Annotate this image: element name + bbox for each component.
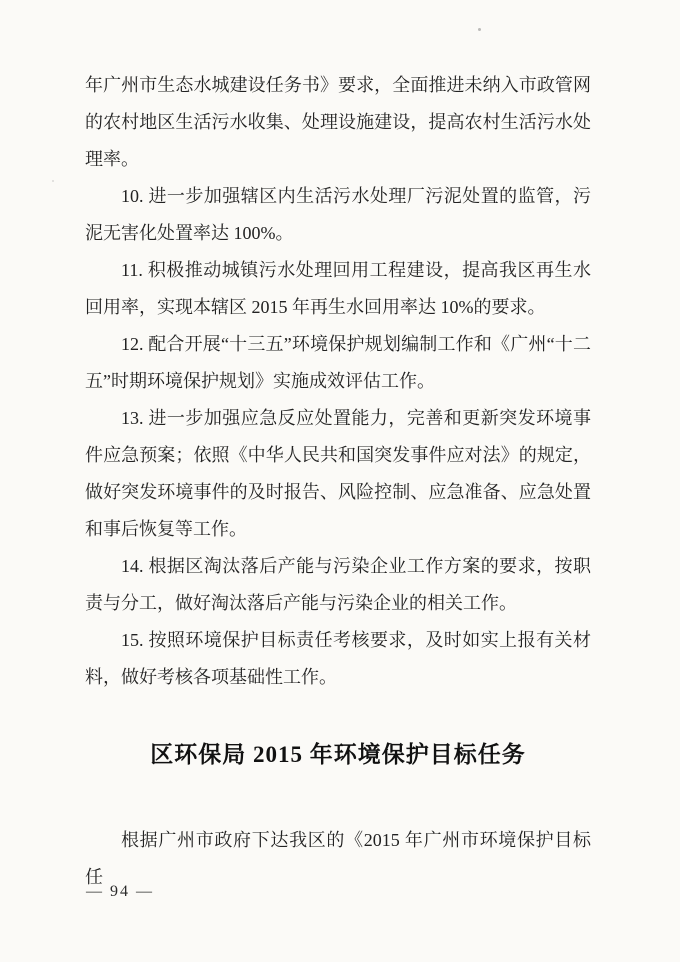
body-paragraph-continuation-from-previous-page: 年广州市生态水城建设任务书》要求，全面推进未纳入市政管网的农村地区生活污水收集、处理设施建设，提高农村生活污水处理率。: [85, 75, 591, 169]
page-number: — 94 —: [86, 883, 154, 900]
scan-speck: [478, 28, 481, 31]
body-paragraph-item-15: 15. 按照环境保护目标责任考核要求，及时如实上报有关材料，做好考核各项基础性工作。: [85, 630, 591, 687]
body-paragraph-item-14: 14. 根据区淘汰落后产能与污染企业工作方案的要求，按职责与分工，做好淘汰落后产能与污染企业的相关工作。: [85, 556, 591, 613]
body-paragraph-item-13: 13. 进一步加强应急反应处置能力，完善和更新突发环境事件应急预案；依照《中华人民共和国突发事件应对法》的规定，做好突发环境事件的及时报告、风险控制、应急准备、应急处置和事后恢复等工作。: [85, 408, 591, 539]
section-heading: 区环保局 2015 年环境保护目标任务: [150, 742, 526, 767]
document-body: [85, 67, 591, 896]
body-paragraph-item-12: 12. 配合开展“十三五”环境保护规划编制工作和《广州“十二五”时期环境保护规划》实施成效评估工作。: [85, 334, 591, 391]
body-paragraph-item-10: 10. 进一步加强辖区内生活污水处理厂污泥处置的监管，污泥无害化处置率达 100%。: [85, 186, 591, 243]
continuation-paragraph: 根据广州市政府下达我区的《2015 年广州市环境保护目标任: [85, 830, 591, 887]
body-paragraph-item-11: 11. 积极推动城镇污水处理回用工程建设，提高我区再生水回用率，实现本辖区 2015 年再生水回用率达 10%的要求。: [85, 260, 591, 317]
scan-speck: [150, 646, 152, 648]
scan-speck: [52, 180, 54, 182]
